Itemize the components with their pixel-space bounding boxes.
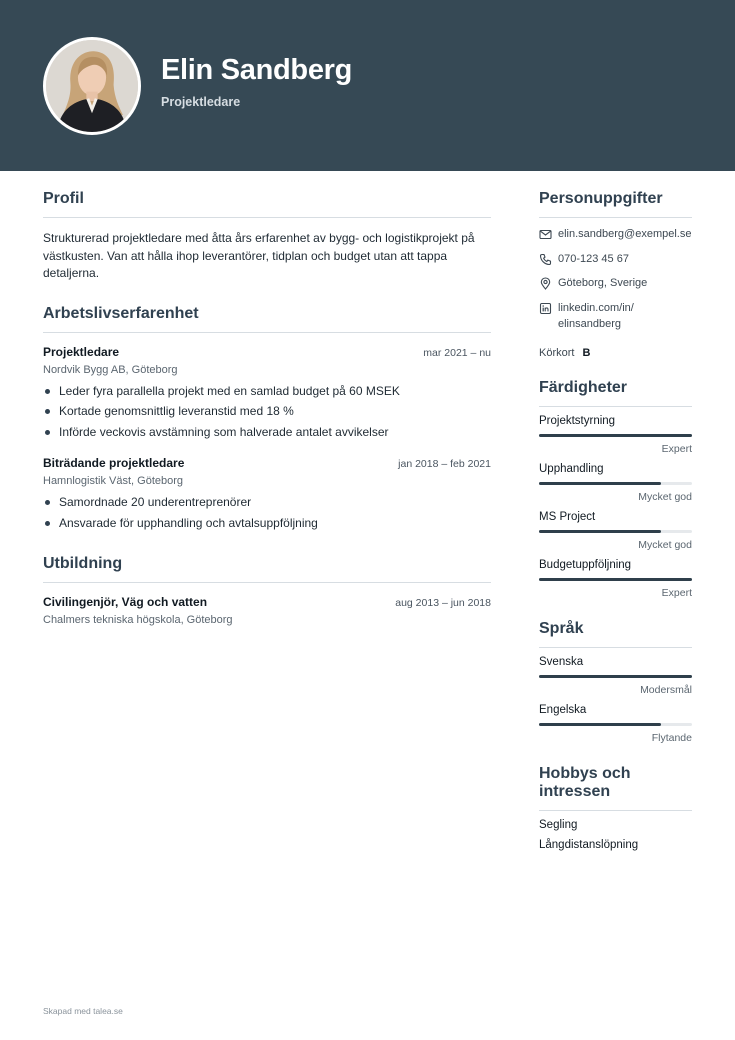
language-bar-fill xyxy=(539,675,692,678)
contact-phone[interactable] xyxy=(539,251,692,268)
language-item xyxy=(539,704,692,744)
candidate-title: Projektledare xyxy=(161,95,241,109)
job-bullets xyxy=(43,381,491,443)
hobby-item: Långdistanslöpning xyxy=(539,838,639,851)
skill-item xyxy=(539,463,692,503)
job-company: Hamnlogistik Väst, Göteborg xyxy=(43,475,184,487)
job-company: Nordvik Bygg AB, Göteborg xyxy=(43,363,178,376)
location-text: Göteborg, Sverige xyxy=(558,277,648,289)
skill-name: Projektstyrning xyxy=(539,414,616,427)
job-role: Biträdande projektledare xyxy=(43,456,185,470)
job-bullet: Ansvarade för upphandling och avtalsuppföljning xyxy=(43,513,491,534)
skill-bar xyxy=(539,482,692,485)
job-bullet: Införde veckovis avstämning som halverade antalet avvikelser xyxy=(43,422,491,443)
education-dates: aug 2013 – jun 2018 xyxy=(395,597,491,609)
skill-bar xyxy=(539,578,692,581)
hobby-item: Segling xyxy=(539,818,578,831)
phone-text: 070-123 45 67 xyxy=(558,252,629,265)
job-entry xyxy=(43,345,491,443)
skill-bar xyxy=(539,434,692,437)
languages-section xyxy=(539,620,692,744)
skill-level: Expert xyxy=(661,442,692,455)
skill-level: Mycket god xyxy=(638,538,692,551)
education-school: Chalmers tekniska högskola, Göteborg xyxy=(43,614,233,626)
education-degree: Civilingenjör, Väg och vatten xyxy=(43,595,208,609)
language-name: Svenska xyxy=(539,655,584,668)
hobbies-section xyxy=(539,765,692,852)
resume-header xyxy=(0,0,735,171)
sidebar-column xyxy=(539,190,692,873)
contact-location xyxy=(539,275,692,292)
profile-summary: Strukturerad projektledare med åtta års erfarenhet av bygg- och logistikprojekt på västkusten. Van att hålla ihop leverantörer, tidplan och budget utan att tappa detaljerna. xyxy=(43,231,475,280)
skill-bar xyxy=(539,530,692,533)
skills-heading: Färdigheter xyxy=(539,379,692,407)
job-role: Projektledare xyxy=(43,344,120,359)
education-heading: Utbildning xyxy=(43,555,491,583)
skill-name: Budgetuppföljning xyxy=(539,558,632,571)
job-entry xyxy=(43,456,491,533)
language-item xyxy=(539,656,692,696)
job-dates: mar 2021 – nu xyxy=(423,346,491,359)
skill-item xyxy=(539,415,692,455)
drivers-license xyxy=(539,347,692,359)
location-pin-icon xyxy=(539,277,552,290)
footer-credit[interactable]: Skapad med talea.se xyxy=(43,1006,123,1016)
skills-section xyxy=(539,379,692,599)
job-bullet: Kortade genomsnittlig leveranstid med 18 % xyxy=(43,401,491,422)
job-dates: jan 2018 – feb 2021 xyxy=(398,458,491,470)
candidate-name: Elin Sandberg xyxy=(161,54,353,86)
skill-bar-fill xyxy=(539,530,661,533)
skill-level: Expert xyxy=(661,586,692,599)
language-level: Flytande xyxy=(651,731,692,744)
personal-heading: Personuppgifter xyxy=(539,190,692,218)
skill-bar-fill xyxy=(539,434,692,437)
skill-name: MS Project xyxy=(539,510,596,523)
contact-list xyxy=(539,226,692,333)
contact-email[interactable] xyxy=(539,226,692,243)
linkedin-icon xyxy=(539,302,552,315)
language-level: Modersmål xyxy=(640,683,692,696)
skill-bar-fill xyxy=(539,578,692,581)
person-avatar-icon xyxy=(46,40,138,132)
skill-item xyxy=(539,559,692,599)
job-bullets xyxy=(43,492,491,533)
contact-linkedin[interactable] xyxy=(539,300,692,333)
profile-photo xyxy=(43,37,141,135)
email-text: elin.sandberg@exempel.se xyxy=(558,228,692,240)
job-bullet: Leder fyra parallella projekt med en samlad budget på 60 MSEK xyxy=(43,381,491,402)
license-value: B xyxy=(582,346,591,359)
mail-icon xyxy=(539,228,552,241)
education-entry xyxy=(43,595,491,626)
language-bar xyxy=(539,675,692,678)
linkedin-text: linkedin.com/in/ elinsandberg xyxy=(558,301,634,330)
job-bullet: Samordnade 20 underentreprenörer xyxy=(43,492,491,513)
experience-heading: Arbetslivserfarenhet xyxy=(43,305,491,333)
license-label: Körkort xyxy=(539,346,575,359)
language-bar-fill xyxy=(539,723,661,726)
skill-bar-fill xyxy=(539,482,661,485)
language-name: Engelska xyxy=(539,703,587,716)
hobbies-heading: Hobbys och intressen xyxy=(539,765,692,811)
skill-item xyxy=(539,511,692,551)
main-column xyxy=(43,190,491,636)
phone-icon xyxy=(539,253,552,266)
skill-name: Upphandling xyxy=(539,462,604,475)
profile-heading: Profil xyxy=(43,190,491,218)
languages-heading: Språk xyxy=(539,620,692,648)
language-bar xyxy=(539,723,692,726)
skill-level: Mycket god xyxy=(638,490,692,503)
